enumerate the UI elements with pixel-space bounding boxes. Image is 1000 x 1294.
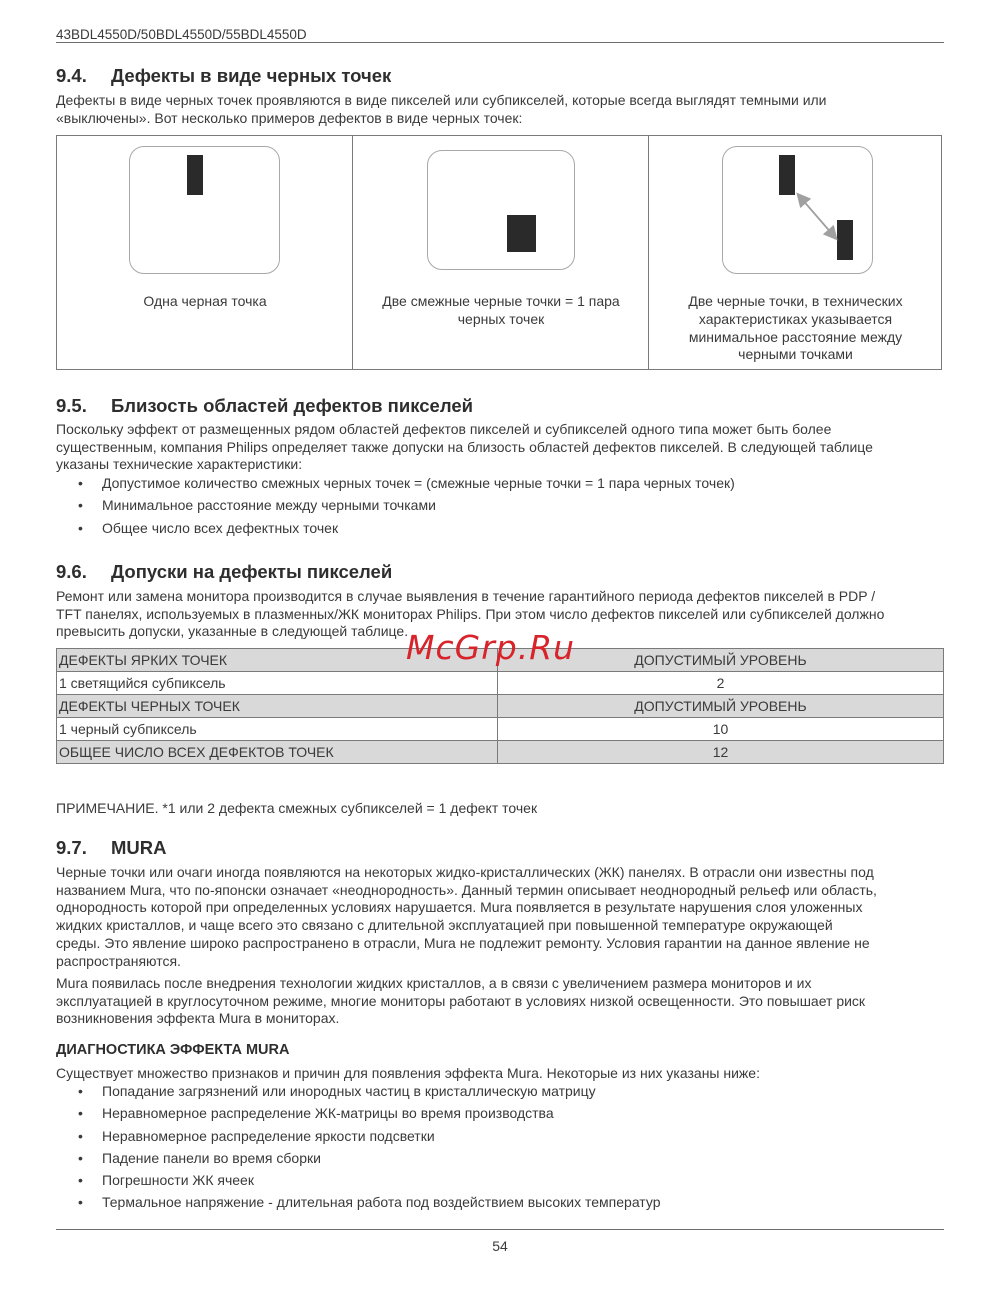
bullet-icon: • [78,519,83,536]
mura-paragraph-2 [56,975,946,1028]
text-line: Mura появилась после внедрения технологии жидких кристаллов, а в связи с увеличением размера мониторов и их [56,975,812,991]
figure-caption [353,293,649,329]
list-item [56,1172,936,1194]
section-number: 9.7. [56,837,87,858]
table-cell-label: 1 светящийся субпиксель [57,672,498,695]
header-rule [56,42,944,43]
text-line: TFT панелях, используемых в плазменных/ЖК мониторах Philips. При этом число дефектов пикселей или субпикселей должно [56,605,885,622]
list-item-text: Допустимое количество смежных черных точек = (смежные черные точки = 1 пара черных точек) [102,475,735,491]
list-item-text: Общее число всех дефектных точек [102,519,339,536]
figure-caption [57,293,353,311]
table-cell-value: 2 [498,672,944,695]
black-subpixel-pair [507,215,536,252]
text-line: Черные точки или очаги иногда появляются на некоторых жидко-кристаллических (ЖК) панелях. В отрасли они известны под [56,864,874,880]
caption-line: минимальное расстояние между [688,328,903,345]
list-item-text: Падение панели во время сборки [102,1149,321,1166]
section-title: Близость областей дефектов пикселей [111,395,473,416]
list-item [56,1150,936,1172]
section-9-5-intro [56,421,946,474]
section-9-7-heading [56,837,167,859]
list-item [56,1128,936,1150]
table-cell-value: 10 [498,718,944,741]
bullet-icon: • [78,1083,83,1099]
text-line: Ремонт или замена монитора производится в случае выявления в течение гарантийного периода дефектов пикселей в PDP / [56,588,876,604]
list-item [56,1083,936,1105]
mura-causes-list [56,1083,936,1217]
text-line: превысить допуски, указанные в следующей таблице. [56,623,409,640]
text-line: среды. Это явление широко распространено в отрасли, Mura не подлежит ремонту. Условия гарантии на данное явление не [56,934,870,951]
text-line: жидких кристаллов, и чаще всего это связано с длительной эксплуатацией при повышенной температуре окружающей [56,917,833,934]
table-cell-label: ДЕФЕКТЫ ЯРКИХ ТОЧЕК [57,649,498,672]
table-cell-label: ОБЩЕЕ ЧИСЛО ВСЕХ ДЕФЕКТОВ ТОЧЕК [57,741,498,764]
bullet-icon: • [78,1172,83,1189]
table-note: ПРИМЕЧАНИЕ. *1 или 2 дефекта смежных субпикселей = 1 дефект точек [56,800,538,816]
bullet-icon: • [78,1105,83,1122]
table-cell-value: ДОПУСТИМЫЙ УРОВЕНЬ [498,649,944,672]
text-line: распространяются. [56,952,181,969]
figure-caption [649,293,942,364]
section-9-5-heading [56,395,473,417]
mura-diagnostics-intro: Существует множество признаков и причин для появления эффекта Mura. Некоторые из них указаны ниже: [56,1065,760,1081]
table-cell-label: ДЕФЕКТЫ ЧЕРНЫХ ТОЧЕК [57,695,498,718]
table-row [57,695,944,718]
section-number: 9.5. [56,395,87,416]
text-line: возникновения эффекта Mura в мониторах. [56,1010,340,1027]
bullet-icon: • [78,1194,83,1211]
table-row [57,741,944,764]
section-9-5-bullet-list [56,475,936,542]
footer-rule [56,1229,944,1230]
figure-cell-distance-dots [648,136,942,369]
watermark: McGrp.Ru [406,628,576,667]
list-item [56,475,936,497]
section-9-4-intro [56,92,946,127]
section-number: 9.6. [56,561,87,582]
list-item-text: Неравномерное распределение яркости подсветки [102,1127,435,1144]
caption-line: Две черные точки, в технических [688,293,903,309]
screen-illustration [427,150,575,270]
running-header-model: 43BDL4550D/50BDL4550D/55BDL4550D [56,27,307,42]
bullet-icon: • [78,497,83,514]
screen-illustration [722,146,873,274]
table-row [57,718,944,741]
distance-arrow-icon [723,147,874,275]
list-item-text: Попадание загрязнений или инородных частиц в кристаллическую матрицу [102,1083,596,1099]
caption-line: характеристиках указывается [698,310,893,327]
bullet-icon: • [78,1127,83,1144]
table-row [57,672,944,695]
mura-paragraph-1 [56,864,946,970]
text-line: Дефекты в виде черных точек проявляются в виде пикселей или субпикселей, которые всегда выглядят темными или [56,92,827,108]
section-9-6-heading [56,561,392,583]
list-item [56,1105,936,1127]
black-dot-examples-figure [56,135,942,370]
figure-cell-single-dot [57,136,353,369]
caption-line: Две смежные черные точки = 1 пара [382,293,620,309]
list-item-text: Неравномерное распределение ЖК-матрицы во время производства [102,1105,554,1122]
section-title: MURA [111,837,167,858]
list-item-text: Погрешности ЖК ячеек [102,1172,254,1189]
text-line: Поскольку эффект от размещенных рядом областей дефектов пикселей и субпикселей одного типа может быть более [56,421,832,437]
section-title: Допуски на дефекты пикселей [111,561,393,582]
section-9-4-heading [56,65,391,87]
text-line: названием Mura, что по-японски означает «неоднородность». Данный термин описывает неоднородный рельеф или область, [56,881,877,898]
text-line: указаны технические характеристики: [56,456,303,473]
section-title: Дефекты в виде черных точек [111,65,392,86]
list-item [56,497,936,519]
caption-line: Одна черная точка [143,293,267,309]
list-item-text: Термальное напряжение - длительная работа под воздействием высоких температур [102,1194,661,1211]
list-item-text: Минимальное расстояние между черными точками [102,497,436,514]
caption-line: черных точек [457,310,545,327]
list-item [56,1194,936,1216]
bullet-icon: • [78,475,83,491]
text-line: «выключены». Вот несколько примеров дефектов в виде черных точек: [56,109,523,126]
table-cell-value: 12 [498,741,944,764]
text-line: однородность которой при определенных условиях нарушается. Mura появляется в результате нарушения слоя уложенных [56,899,863,916]
text-line: эксплуатацией в круглосуточном режиме, многие мониторы работают в условиях низкой освещенности. Это повышает риск [56,992,866,1009]
table-cell-value: ДОПУСТИМЫЙ УРОВЕНЬ [498,695,944,718]
table-cell-label: 1 черный субпиксель [57,718,498,741]
caption-line: черными точками [738,346,853,363]
text-line: существенным, компания Philips определяет также допуски на близость областей дефектов пикселей. В следующей таблице [56,438,873,455]
mura-diagnostics-heading: ДИАГНОСТИКА ЭФФЕКТА MURA [56,1042,290,1058]
section-number: 9.4. [56,65,87,86]
page-number: 54 [492,1238,508,1254]
list-item [56,520,936,542]
screen-illustration [129,146,280,274]
black-subpixel [187,155,203,195]
bullet-icon: • [78,1149,83,1166]
figure-cell-adjacent-dots [352,136,649,369]
